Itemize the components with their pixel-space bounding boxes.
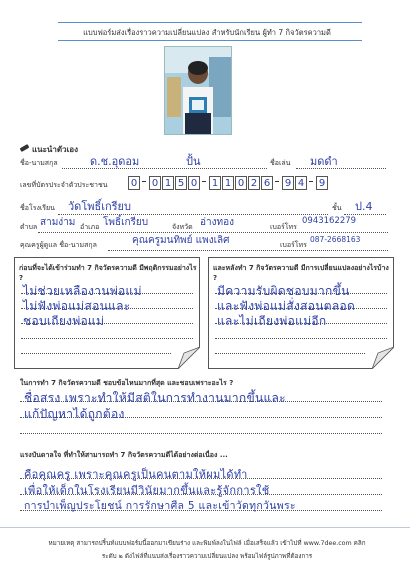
before-answer-3: ชอบเถียงพ่อแม่	[23, 314, 105, 328]
district-label: อำเภอ	[80, 223, 100, 231]
id-label: เลขที่บัตรประจำตัวประชาชน	[20, 181, 108, 189]
school-value: วัดโพธิ์เกรียบ	[68, 200, 131, 213]
id-digit-box: 1	[162, 176, 174, 190]
after-answer-3: และไม่เถียงพ่อแม่อีก	[217, 314, 327, 328]
after-line-4	[215, 337, 387, 339]
motivation-answer-2: เพื่อให้เด็กในโรงเรียนมีวินัยมากขึ้นและรู้จักการใช้	[24, 484, 270, 497]
id-digit-box: 0	[128, 176, 140, 190]
teacher-phone-label: เบอร์โทร	[280, 241, 307, 249]
grade-value: ป.4	[355, 200, 373, 213]
motivation-answer-3: การบำเพ็ญประโยชน์ การรักษาศีล 5 และเข้าวัดทุกวันพระ	[24, 500, 296, 512]
after-answer-2: และฟังพ่อแม่สั่งสอนตลอด	[217, 299, 356, 313]
motivation-answer-1: คือคุณครู เพราะคุณครูเป็นคนตามให้ผมได้ทำ	[24, 468, 248, 481]
before-answer-2: ไม่ฟังพ่อแม่สอนและ	[23, 299, 131, 313]
student-photo	[164, 46, 232, 135]
before-line-4	[21, 337, 193, 339]
id-separator	[309, 181, 313, 182]
subdistrict-label: ตำบล	[20, 223, 38, 231]
id-digit-box: 0	[235, 176, 247, 190]
district-value: โพธิ์เกรียบ	[103, 217, 149, 228]
address-line	[38, 224, 388, 233]
id-separator	[202, 181, 206, 182]
after-question: และหลังทำ 7 กิจวัตรความดี มีการเปลี่ยนแปลงอย่างไรบ้าง ?	[213, 264, 389, 282]
province-value: อ่างทอง	[200, 217, 234, 228]
school-label: ชื่อโรงเรียน	[20, 204, 55, 212]
name-value: ด.ช.อุดอม	[90, 155, 140, 168]
id-digit-box: 4	[295, 176, 307, 190]
after-box	[208, 257, 394, 369]
intro-heading: แนะนำตัวเอง	[32, 145, 79, 154]
id-separator	[142, 181, 146, 182]
id-digit-box: 9	[316, 176, 328, 190]
intro-heading-row	[20, 137, 78, 156]
nickname-label: ชื่อเล่น	[270, 159, 291, 167]
header-bottom-rule	[58, 40, 362, 41]
id-digit-box: 2	[248, 176, 260, 190]
footer-rule	[0, 527, 410, 528]
teacher-value: คุณครูมนทิพย์ แพงเลิศ	[132, 235, 230, 246]
id-separator	[275, 181, 279, 182]
id-digit-box: 9	[282, 176, 294, 190]
footer-note-line-2: ระดับ ๒ ดังไฟล์ที่แนบส่งเรื่องราวความเปลี่ยนแปลง พร้อมไฟล์รูปภาพที่ต้องการ	[101, 553, 313, 560]
surname-value: ปั้น	[186, 155, 201, 168]
province-label: จังหวัด	[172, 223, 193, 231]
teacher-line	[108, 242, 388, 251]
subdistrict-value: สามง่าม	[40, 217, 76, 228]
before-answer-1: ไม่ช่วยเหลืองานพ่อแม่	[23, 284, 142, 298]
before-page-curl-icon	[178, 347, 200, 369]
id-digit-box: 0	[188, 176, 200, 190]
after-line-5	[215, 352, 365, 354]
name-label: ชื่อ-นามสกุล	[20, 159, 58, 167]
favorite-line-3	[20, 432, 382, 434]
after-page-curl-icon	[372, 347, 394, 369]
footer-note-line-1: หมายเหตุ สามารถปริ้นท์แบบฟอร์มนี้ออกมาเขียนร่าง และพิมพ์ลงในไฟล์ เมื่อเสร็จแล้ว เข้าไปที่ www.7dee.com คลิก	[48, 540, 366, 547]
before-box	[14, 257, 200, 369]
favorite-question: ในการทำ 7 กิจวัตรความดี ชอบข้อไหนมากที่สุด และชอบเพราะอะไร ?	[20, 379, 234, 387]
motivation-question: แรงบันดาลใจ ที่ทำให้สามารถทำ 7 กิจวัตรความดีได้อย่างต่อเนื่อง ...	[20, 451, 228, 459]
favorite-answer-1: ชื่อสรง เพราะทำให้มีสติในการทำงานมากขึ้นและ	[24, 391, 286, 405]
id-digit-box: 5	[175, 176, 187, 190]
after-answer-1: มีความรับผิดชอบมากขึ้น	[217, 284, 350, 298]
id-digit-box: 1	[209, 176, 221, 190]
header-top-rule	[58, 22, 362, 23]
id-digit-box: 6	[261, 176, 273, 190]
phone-label: เบอร์โทร	[270, 223, 297, 231]
form-title: แบบฟอร์มส่งเรื่องราวความเปลี่ยนแปลง สำหรับนักเรียน ผู้ทำ 7 กิจวัตรความดี	[83, 28, 331, 37]
phone-value: 0943162279	[302, 216, 357, 226]
nickname-value: มดดำ	[310, 155, 338, 168]
before-question: ก่อนที่จะได้เข้าร่วมทำ 7 กิจวัตรความดี มีพฤติกรรมอย่างไร ?	[19, 264, 197, 282]
favorite-answer-2: แก้ปัญหาได้ถูกต้อง	[24, 407, 125, 421]
teacher-label: คุณครูผู้ดูแล ชื่อ-นามสกุล	[20, 241, 97, 249]
teacher-phone-value: 087-2668163	[310, 235, 361, 244]
id-digit-box: 0	[149, 176, 161, 190]
id-digit-box: 1	[222, 176, 234, 190]
grade-label: ชั้น	[332, 204, 342, 212]
pencil-icon	[20, 144, 30, 152]
before-line-5	[21, 352, 171, 354]
